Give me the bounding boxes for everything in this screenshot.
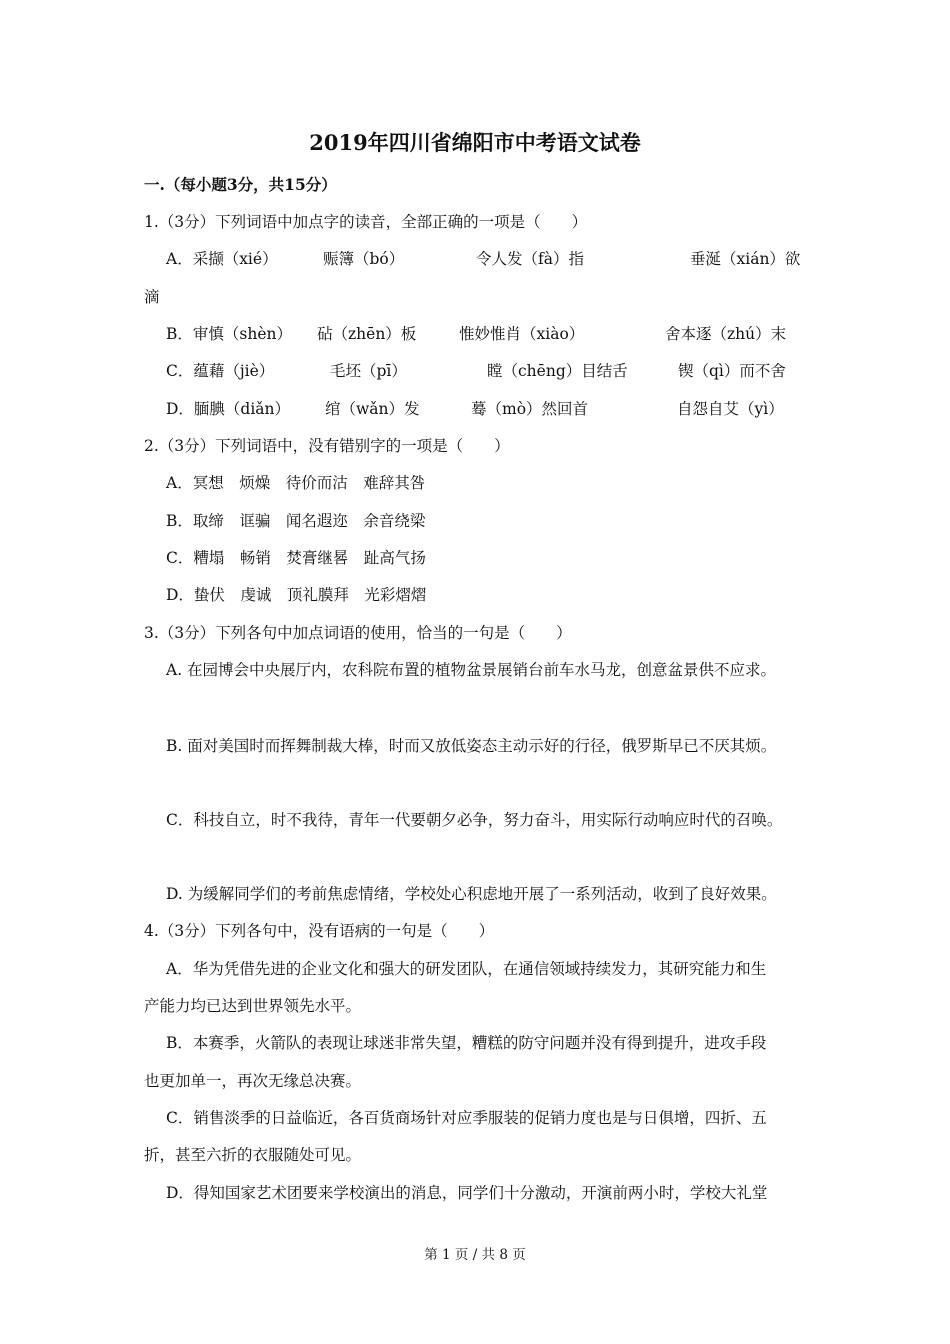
q1-a-2: 赈簿（bó） [323, 250, 405, 268]
q1-b-2: 砧（zhēn）板 [317, 325, 417, 343]
q1-d-2: 绾（wǎn）发 [325, 400, 420, 418]
q3-option-c: C．科技自立，时不我待，青年一代要朝夕必争，努力奋斗，用实际行动响应时代的召唤。 [166, 811, 783, 829]
section-heading: 一.（每小题3分，共15分） [144, 175, 337, 194]
q1-c-1: C．蕴藉（jiè） [166, 362, 275, 380]
q2-option-c: C．糟塌 畅销 焚膏继晷 趾高气扬 [166, 549, 426, 567]
q4-option-c-line1: C．销售淡季的日益临近，各百货商场针对应季服装的促销力度也是与日俱增，四折、五 [166, 1109, 767, 1127]
q1-c-3: 瞠（chēng）目结舌 [487, 362, 628, 380]
q1-option-c [0, 361, 950, 381]
q1-option-b [0, 324, 950, 344]
q4-stem: 4.（3分）下列各句中，没有语病的一句是（ ） [144, 922, 495, 940]
q1-c-2: 毛坯（pī） [330, 362, 407, 380]
q4-option-c-line2: 折，甚至六折的衣服随处可见。 [144, 1146, 362, 1164]
q3-option-d: D. 为缓解同学们的考前焦虑情绪，学校处心积虑地开展了一系列活动，收到了良好效果。 [166, 885, 777, 903]
q3-option-a: A. 在园博会中央展厅内，农科院布置的植物盆景展销台前车水马龙，创意盆景供不应求。 [166, 661, 777, 679]
q4-option-a-line1: A．华为凭借先进的企业文化和强大的研发团队，在通信领域持续发力，其研究能力和生 [166, 960, 767, 978]
q4-option-d-line1: D．得知国家艺术团要来学校演出的消息，同学们十分激动，开演前两小时，学校大礼堂 [166, 1184, 768, 1202]
q3-option-b: B. 面对美国时而挥舞制裁大棒，时而又放低姿态主动示好的行径，俄罗斯早已不厌其烦。 [166, 737, 777, 755]
q1-option-a-cont: 滴 [144, 288, 160, 306]
q2-stem: 2.（3分）下列词语中，没有错别字的一项是（ ） [144, 437, 510, 455]
q1-b-1: B．审慎（shèn） [166, 325, 292, 343]
q1-a-4: 垂涎（xián）欲 [690, 250, 801, 268]
q1-b-4: 舍本逐（zhú）末 [665, 325, 787, 343]
q1-option-a [0, 249, 950, 269]
q2-option-d: D．蛰伏 虔诚 顶礼膜拜 光彩熠熠 [166, 586, 427, 604]
q1-stem: 1.（3分）下列词语中加点字的读音，全部正确的一项是（ ） [144, 213, 588, 231]
q1-b-3: 惟妙惟肖（xiào） [459, 325, 585, 343]
page-footer: 第 1 页 / 共 8 页 [424, 1247, 526, 1263]
q4-option-a-line2: 产能力均已达到世界领先水平。 [144, 997, 362, 1015]
q4-option-b-line1: B．本赛季，火箭队的表现让球迷非常失望，糟糕的防守问题并没有得到提升，进攻手段 [166, 1034, 767, 1052]
q4-option-b-line2: 也更加单一，再次无缘总决赛。 [144, 1072, 362, 1090]
q1-a-3: 令人发（fà）指 [476, 250, 584, 268]
q1-d-4: 自怨自艾（yì） [677, 400, 784, 418]
q1-d-1: D．腼腆（diǎn） [166, 400, 291, 418]
q1-d-3: 蓦（mò）然回首 [471, 400, 589, 418]
q1-c-4: 锲（qì）而不舍 [678, 362, 786, 380]
q2-option-a: A．冥想 烦燥 待价而沽 难辞其咎 [166, 474, 426, 492]
page-title: 2019年四川省绵阳市中考语文试卷 [309, 130, 641, 155]
q1-a-1: A．采撷（xié） [166, 250, 278, 268]
q2-option-b: B．取缔 诓骗 闻名遐迩 余音绕梁 [166, 512, 426, 530]
q3-stem: 3.（3分）下列各句中加点词语的使用，恰当的一句是（ ） [144, 624, 572, 642]
q1-option-d [0, 399, 950, 419]
